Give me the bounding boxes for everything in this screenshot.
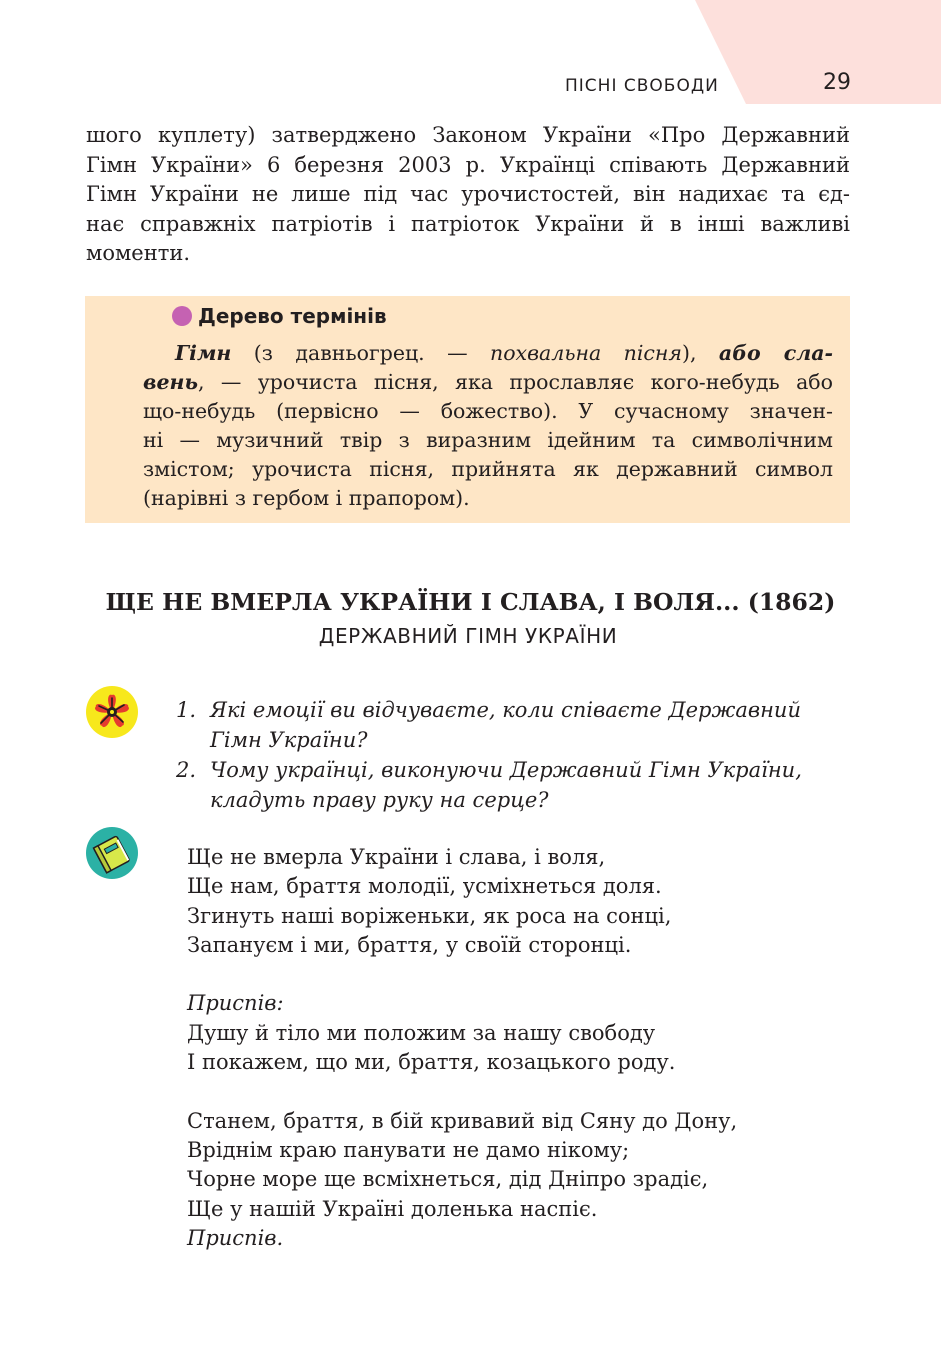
poem-line: Ще нам, браття молодії, усміхнеться доля. [187,874,662,899]
term-definition [143,339,833,513]
term-line: (нарівні з гербом і прапором). [143,486,470,510]
bullet-dot-icon [172,306,192,326]
refrain-reference: Приспів. [187,1225,284,1250]
question-text [210,755,802,815]
song-subtitle: ДЕРЖАВНИЙ ГІМН УКРАЇНИ [318,624,618,648]
poem-line: Станем, браття, в бій кривавий від Сяну до Дону, [187,1108,738,1133]
question-line: кладуть праву руку на серце? [210,788,549,812]
poem-line: Душу й тіло ми положим за нашу свободу [187,1020,656,1045]
term-text: ), [681,341,719,365]
stanza-gap [187,1077,867,1106]
term-line: змістом; урочиста пісня, прийнята як державний символ [143,457,833,481]
poem-line: І покажем, що ми, браття, козацького роду. [187,1050,676,1075]
question-item [176,695,856,755]
stanza-gap [187,960,867,989]
question-line: Які емоції ви відчуваєте, коли співаєте Державний [210,698,801,722]
book-icon [85,826,139,880]
corner-decoration [0,0,941,104]
running-head: ПІСНІ СВОБОДИ [565,76,719,96]
poem-line: Запануєм і ми, браття, у своїй сторонці. [187,932,632,957]
refrain-label: Приспів: [187,991,284,1016]
term-line [143,339,833,368]
intro-line: нає справжніх патріотів і патріоток України й в інші важливі [86,211,850,236]
intro-paragraph [86,121,850,269]
intro-line: шого куплету) затверджено Законом України «Про Державний [86,123,850,147]
terms-box-title-text: Дерево термінів [198,304,387,328]
term-synonym: вень [143,370,198,394]
poem-line: Чорне море ще всміхнеться, дід Дніпро зрадіє, [187,1167,709,1192]
flower-icon [85,685,139,739]
intro-line: Гімн України» 6 березня 2003 р. Українці співають Державний [86,152,850,177]
poem-line: Ще у нашій Україні доленька наспіє. [187,1196,598,1221]
song-title: ЩЕ НЕ ВМЕРЛА УКРАЇНИ І СЛАВА, І ВОЛЯ... (1862) [105,588,836,616]
questions-list [176,695,856,815]
question-number: 1. [176,698,197,722]
term-line: що-небудь (первісно — божество). У сучасному значен- [143,399,833,423]
question-number: 2. [176,758,197,782]
term-line [143,368,833,397]
term-synonym: або сла- [718,341,833,365]
question-item [176,755,856,815]
intro-line: моменти. [86,241,191,265]
poem-line: Ще не вмерла України і слава, і воля, [187,845,606,869]
question-text [210,695,801,755]
term-word: Гімн [175,341,232,365]
poem-line: Згинуть наші воріженьки, як роса на сонці, [187,903,672,928]
term-text: , — урочиста пісня, яка прославляє кого-небудь або [197,370,833,394]
term-line: ні — музичний твір з виразним ідейним та символічним [143,428,833,452]
poem [187,843,867,1253]
poem-line: Вріднім краю панувати не дамо нікому; [187,1137,630,1162]
terms-box-title [172,304,387,328]
question-line: Чому українці, виконуючи Державний Гімн України, [210,758,802,782]
question-line: Гімн України? [210,728,368,752]
intro-line: Гімн України не лише під час урочистостей, він надихає та єд- [86,182,850,206]
term-text: (з давньогрец. — [231,341,490,365]
page-number: 29 [823,70,851,95]
term-translation: похвальна пісня [490,341,682,365]
